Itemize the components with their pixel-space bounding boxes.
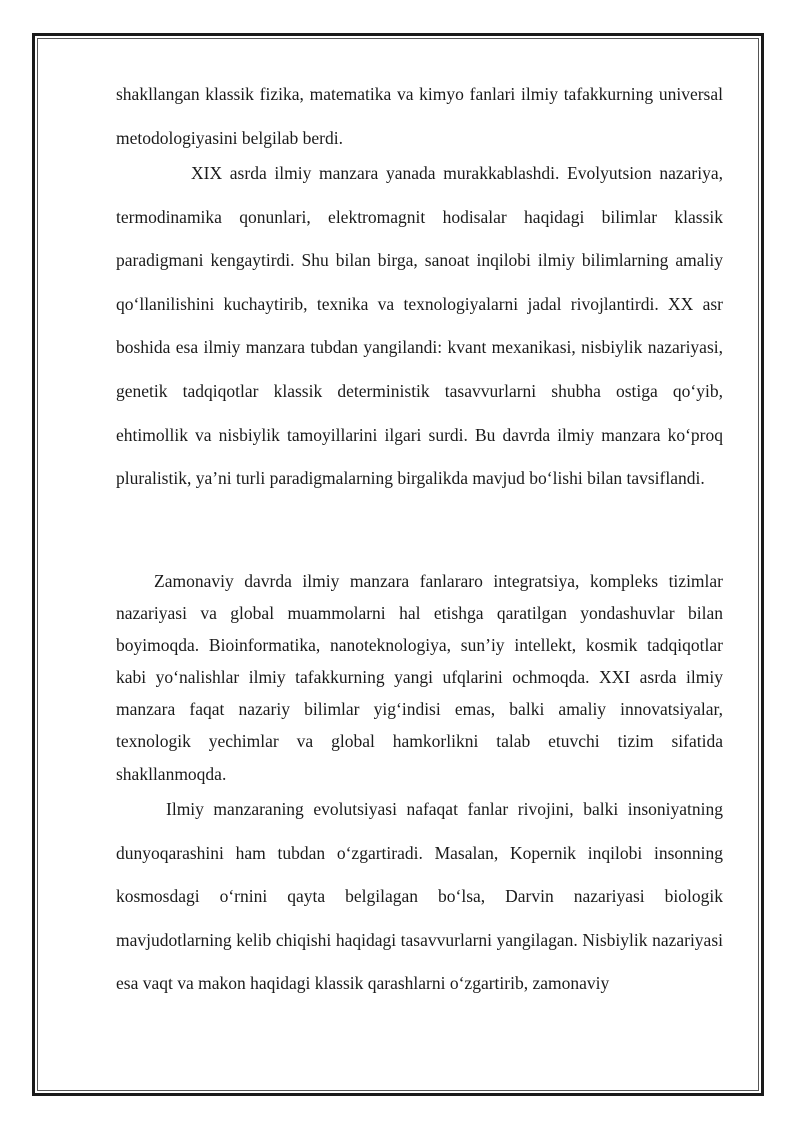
paragraph-4: Ilmiy manzaraning evolutsiyasi nafaqat fanlar rivojini, balki insoniyatning dunyoqarashini ham tubdan o‘zgartiradi. Masalan, Kopernik inqilobi insonning kosmosdagi o‘rnini qayta belgilagan bo‘lsa, Darvin nazariyasi biologik mavjudotlarning kelib chiqishi haqidagi tasavvurlarni yangilagan. Nisbiylik nazariyasi esa vaqt va makon haqidagi klassik qarashlarni o‘zgartirib, zamonaviy: [116, 799, 723, 994]
paragraph-1: shakllangan klassik fizika, matematika va kimyo fanlari ilmiy tafakkurning universal metodologiyasini belgilab berdi.: [116, 84, 723, 148]
paragraph-3: Zamonaviy davrda ilmiy manzara fanlararo integratsiya, kompleks tizimlar nazariyasi va global muammolarni hal etishga qaratilgan yondashuvlar bilan boyimoqda. Bioinformatika, nanoteknologiya, sun’iy intellekt, kosmik tadqiqotlar kabi yo‘nalishlar ilmiy tafakkurning yangi ufqlarini ochmoqda. XXI asrda ilmiy manzara faqat nazariy bilimlar yig‘indisi emas, balki amaliy innovatsiyalar, texnologik yechimlar va global hamkorlikni talab etuvchi tizim sifatida shakllanmoqda.: [116, 571, 723, 784]
paragraph-2: XIX asrda ilmiy manzara yanada murakkablashdi. Evolyutsion nazariya, termodinamika qonunlari, elektromagnit hodisalar haqidagi bilimlar klassik paradigmani kengaytirdi. Shu bilan birga, sanoat inqilobi ilmiy bilimlarning amaliy qo‘llanilishini kuchaytirib, texnika va texnologiyalarni jadal rivojlantirdi. XX asr boshida esa ilmiy manzara tubdan yangilandi: kvant mexanikasi, nisbiylik nazariyasi, genetik tadqiqotlar klassik deterministik tasavvurlarni shubha ostiga qo‘yib, ehtimollik va nisbiylik tamoyillarini ilgari surdi. Bu davrda ilmiy manzara ko‘proq pluralistik, ya’ni turli paradigmalarning birgalikda mavjud bo‘lishi bilan tavsiflandi.: [116, 163, 723, 489]
